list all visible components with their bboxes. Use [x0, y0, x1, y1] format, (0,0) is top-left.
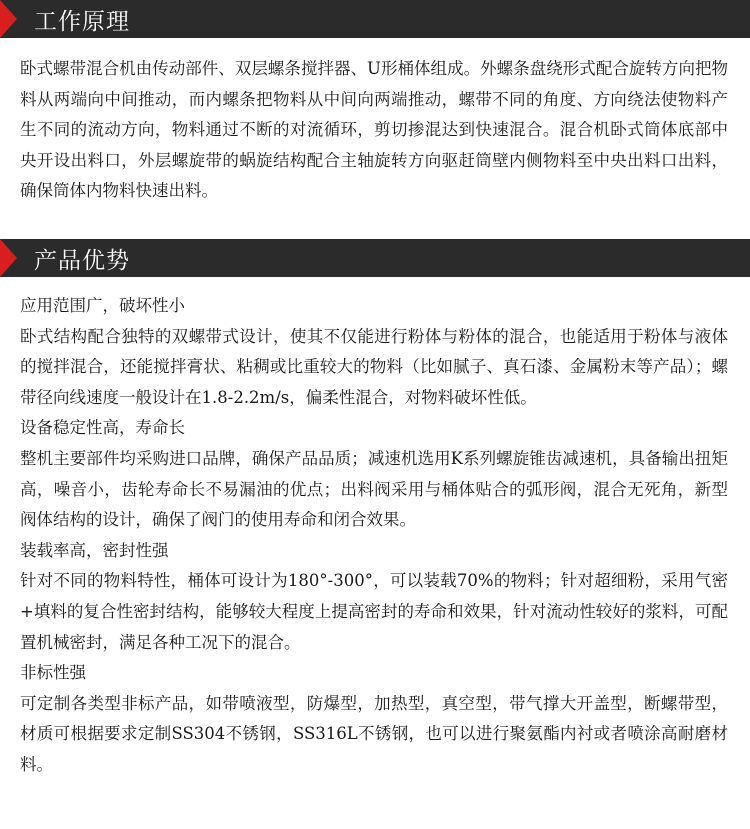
section-header-working-principle [0, 0, 750, 38]
advantage-heading: 设备稳定性高，寿命长 [20, 418, 185, 438]
product-advantages-section [0, 239, 750, 781]
advantage-text: 卧式结构配合独特的双螺带式设计，使其不仅能进行粉体与粉体的混合，也能适用于粉体与液体的搅拌混合，还能搅拌膏状、粘稠或比重较大的物料（比如腻子、真石漆、金属粉末等产品）；螺带径向线速度一般设计在1.8-2.2m/s，偏柔性混合，对物料破坏性低。 [20, 326, 728, 407]
advantage-text: 针对不同的物料特性，桶体可设计为180°-300°，可以装载70%的物料；针对超细粉，采用气密+填料的复合性密封结构，能够较大程度上提高密封的寿命和效果，针对流动性较好的浆料，可配置机械密封，满足各种工况下的混合。 [20, 571, 728, 652]
advantage-text: 整机主要部件均采购进口品牌，确保产品品质；减速机选用K系列螺旋锥齿减速机，具备输出扭矩高，噪音小，齿轮寿命长不易漏油的优点；出料阀采用与桶体贴合的弧形阀，混合无死角，新型阀体结构的设计，确保了阀门的使用寿命和闭合效果。 [20, 448, 728, 530]
advantage-heading: 应用范围广，破坏性小 [20, 296, 185, 315]
advantage-heading: 装载率高，密封性强 [20, 540, 169, 560]
section-title: 工作原理 [34, 8, 130, 35]
red-triangle-icon [0, 239, 17, 277]
section-content [0, 277, 750, 781]
advantage-heading: 非标性强 [20, 663, 86, 683]
section-title: 产品优势 [34, 247, 130, 274]
section-header-product-advantages [0, 239, 750, 277]
working-principle-section [0, 0, 750, 207]
section-content [0, 38, 750, 207]
red-triangle-icon [0, 0, 17, 38]
advantage-text: 可定制各类型非标产品，如带喷液型，防爆型，加热型，真空型，带气撑大开盖型，断螺带型，材质可根据要求定制SS304不锈钢，SS316L不锈钢，也可以进行聚氨酯内衬或者喷涂高耐磨材料。 [20, 693, 728, 774]
principle-paragraph: 卧式螺带混合机由传动部件、双层螺条搅拌器、U形桶体组成。外螺条盘绕形式配合旋转方向把物料从两端向中间推动，而内螺条把物料从中间向两端推动，螺带不同的角度、方向绕法使物料产生不同的流动方向，物料通过不断的对流循环，剪切掺混达到快速混合。混合机卧式筒体底部中央开设出料口，外层螺旋带的蜗旋结构配合主轴旋转方向驱赶筒壁内侧物料至中央出料口出料，确保筒体内物料快速出料。 [20, 59, 728, 200]
